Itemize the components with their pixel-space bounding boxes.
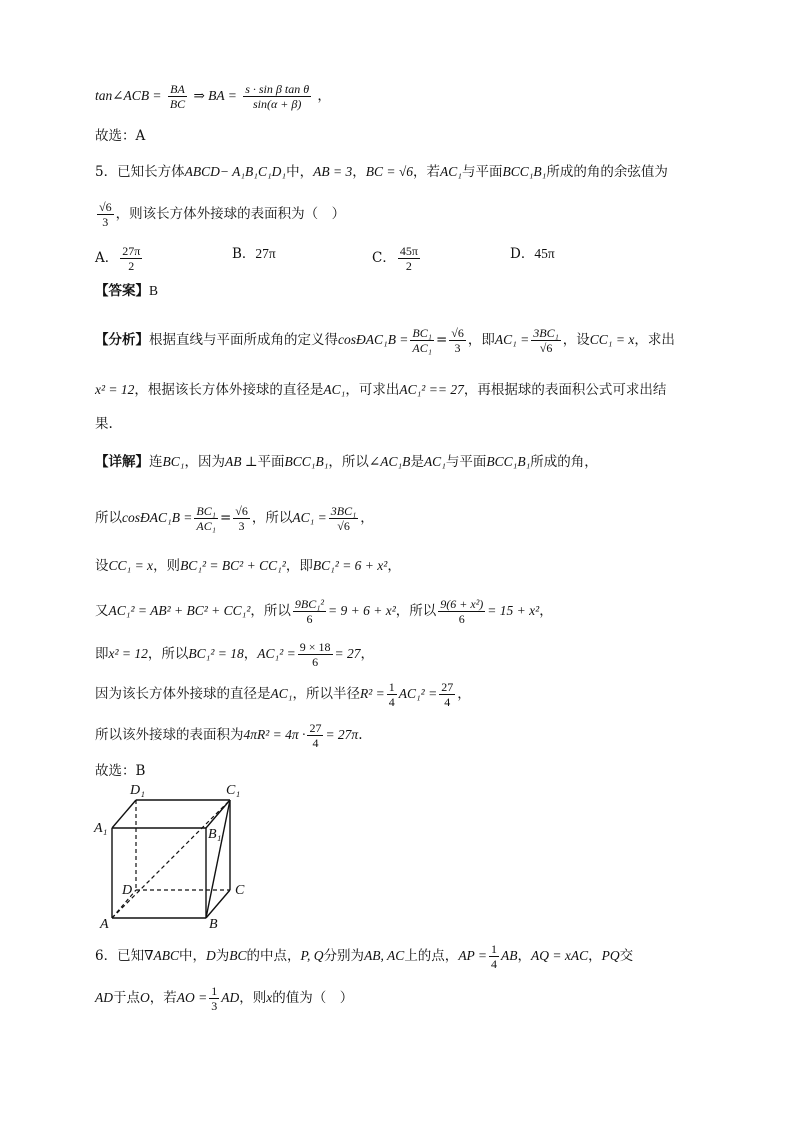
edge-BC1 <box>206 800 230 918</box>
q5-line1: 5．已知长方体ABCD− A₁B₁C₁D₁中，AB = 3，BC = √6，若AC₁与平面BCC₁B₁所成的角的余弦值为 <box>95 164 668 180</box>
q5-line2: $\frac{√6}{3}$ ，则该长方体外接球的表面积为（ ） <box>99 200 346 229</box>
label-C: C <box>235 883 245 898</box>
fraction: $\frac{√6}{3}$ <box>99 200 112 229</box>
choice: 故选：B <box>95 763 146 779</box>
edge-BC <box>206 890 230 918</box>
fraction: $\frac{BA}{BC}$ <box>169 82 186 111</box>
analysis-line3: 果. <box>95 416 113 432</box>
fraction: $\frac{\text{s · sin β tan θ}}{\sin(\alpha + \beta)}$ <box>245 82 310 111</box>
detail-line1: 【详解】连BC₁，因为AB ⊥平面BCC₁B₁，所以∠AC₁B是AC₁与平面BCC₁B₁所成的角， <box>95 454 598 470</box>
edge-AC1 <box>112 800 230 918</box>
label-D: D <box>122 883 133 898</box>
detail-line6: 因为该长方体外接球的直径是AC₁，所以半径R² = $\frac{1}{4}$ AC₁² = $\frac{27}{4}$ ， <box>95 680 471 709</box>
q5-option-a: A． $\frac{27\pi}{2}$ <box>95 244 141 273</box>
label-C1: C₁ <box>226 783 241 798</box>
cuboid-figure <box>90 780 260 930</box>
detail-line5: 即x² = 12，所以BC₁² = 18，AC₁² = $\frac{9 \times 18}{6}$ = 27， <box>95 640 375 669</box>
detail-line4: 又AC₁² = AB² + BC² + CC₁²，所以 $\frac{\text{9BC₁²}}{6}$ = 9 + 6 + x²，所以 $\frac{\text{9(6 + x²)}}{6}$ = 15 + x²， <box>95 597 553 626</box>
detail-line3: 设CC₁ = x，则BC₁² = BC² + CC₁²，即BC₁² = 6 + x²， <box>95 558 401 574</box>
label-A1: A₁ <box>94 821 108 836</box>
answer: 【答案】B <box>95 283 159 299</box>
label-D1: D₁ <box>130 783 145 798</box>
q6-line2: AD于点O，若AO = $\frac{1}{3}$ AD，则x的值为（ ） <box>95 984 354 1013</box>
choice-prev: 故选：A <box>95 128 146 144</box>
analysis-line1: 【分析】根据直线与平面所成角的定义得cosÐAC₁B = $\frac{\text{BC₁}}{\text{AC₁}}$ = $\frac{√6}{3}$ ，即AC₁ = $\frac{\text{3BC₁}}{√6}$ ，设CC₁ = x，求出 <box>95 326 675 355</box>
detail-line2: 所以cosÐAC₁B = $\frac{\text{BC₁}}{\text{AC₁}}$ = $\frac{√6}{3}$ ，所以AC₁ = $\frac{\text{3BC₁}}{√6}$ ， <box>95 504 374 533</box>
edge-A1D1 <box>112 800 136 828</box>
top-formula: tan∠ACB = $\frac{BA}{BC}$ ⇒ BA = $\frac{\text{s · sin β tan θ}}{\sin(\alpha + \beta)}$ ， <box>95 82 331 111</box>
detail-line7: 所以该外接球的表面积为4πR² = 4π · $\frac{27}{4}$ = 27π. <box>95 721 363 750</box>
q5-option-d: D．45π <box>510 246 555 262</box>
q5-option-b: B．27π <box>232 246 276 262</box>
label-B1: B₁ <box>208 827 222 842</box>
label-B: B <box>209 917 218 930</box>
q5-option-c: C． $\frac{45\pi}{2}$ <box>372 244 418 273</box>
analysis-line2: x² = 12，根据该长方体外接球的直径是AC₁，可求出AC₁² == 27，再根据球的表面积公式可求出结 <box>95 382 667 398</box>
label-A: A <box>100 917 109 930</box>
q6-line1: 6．已知∇ABC中，D为BC的中点，P, Q分别为AB, AC上的点，AP = $\frac{1}{4}$ AB，AQ = xAC，PQ交 <box>95 942 634 971</box>
